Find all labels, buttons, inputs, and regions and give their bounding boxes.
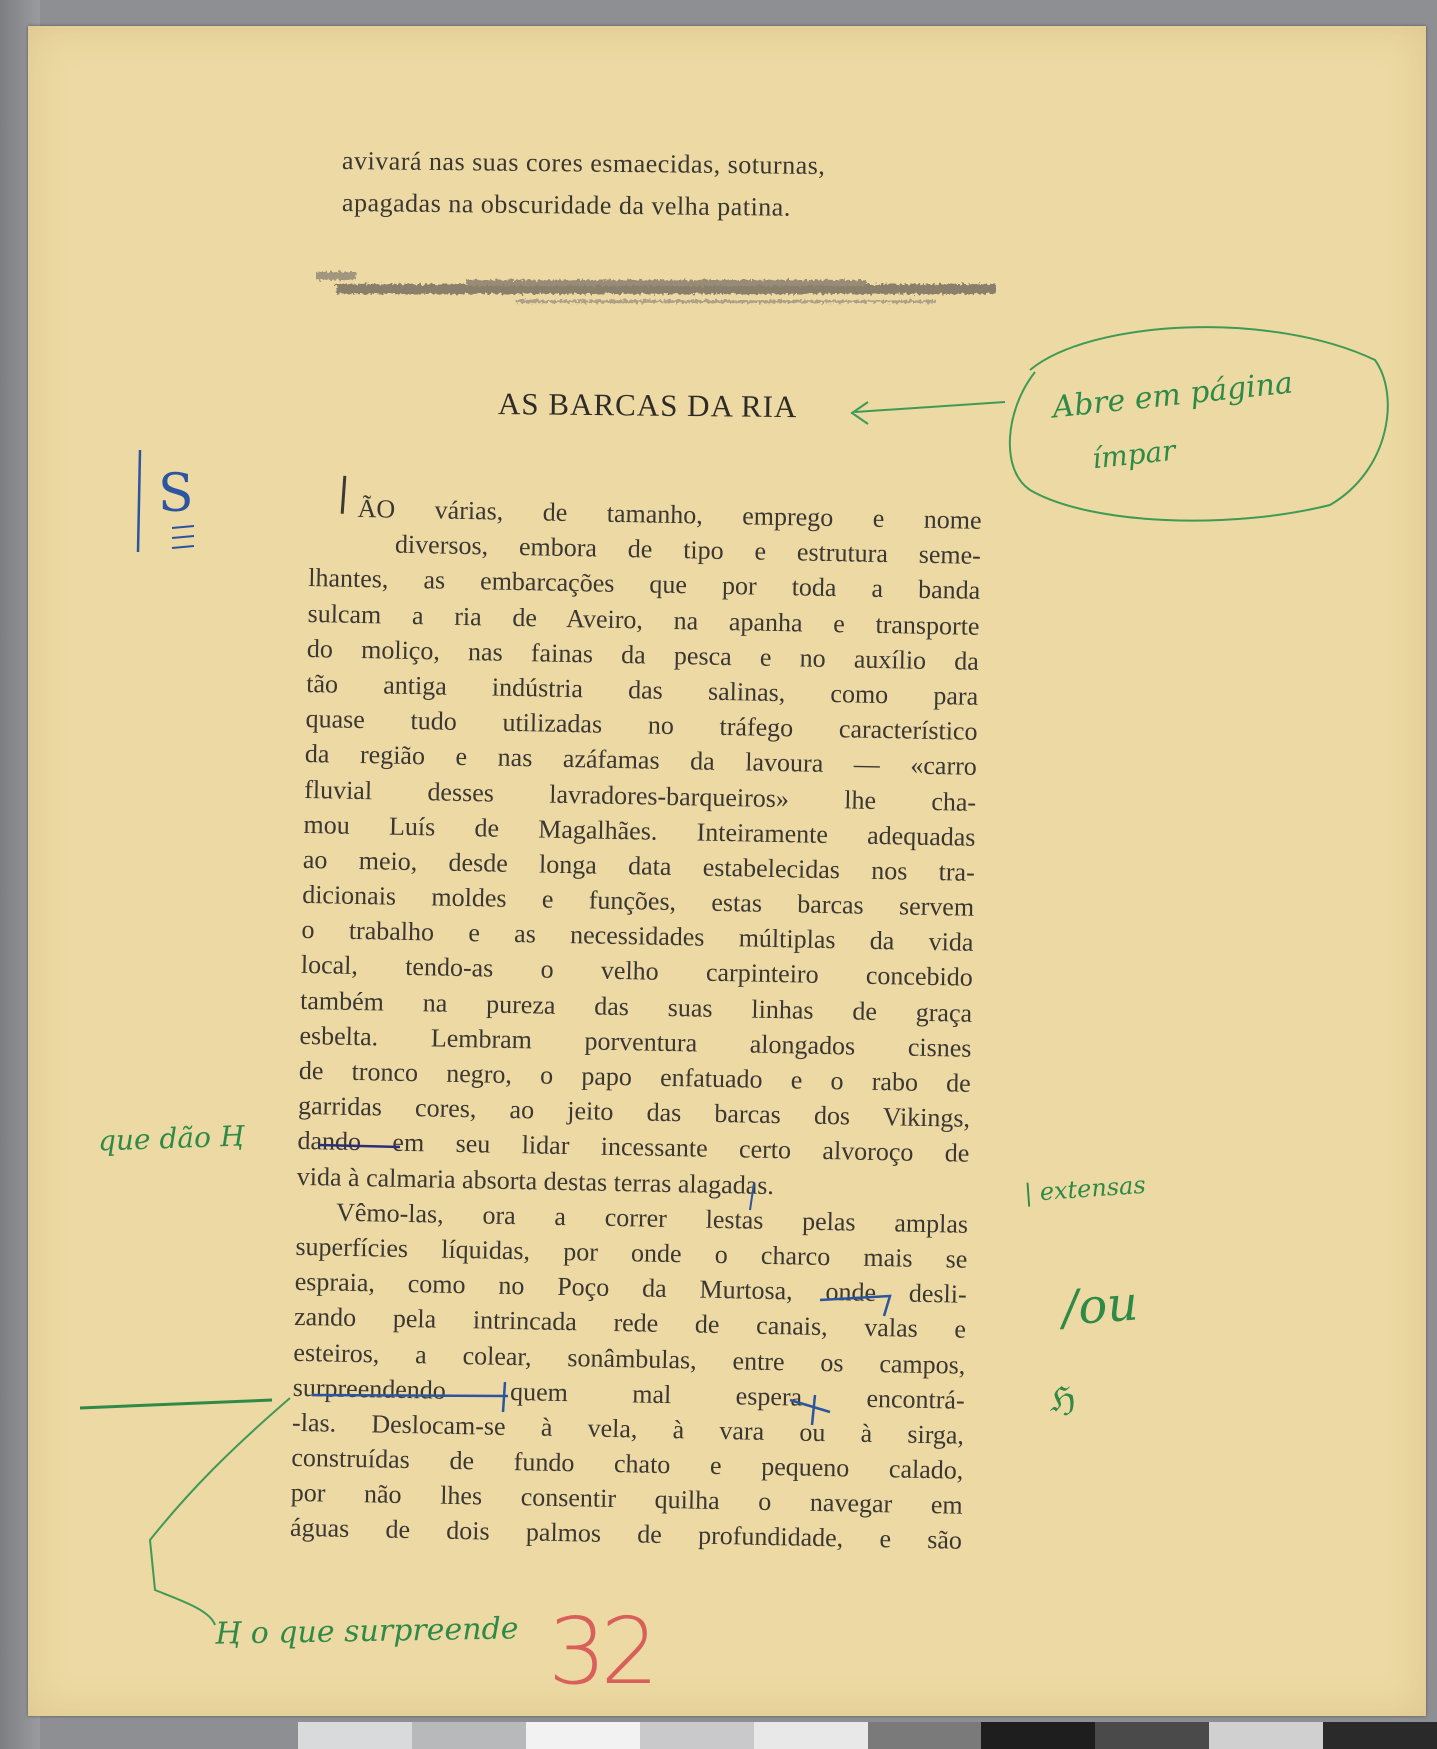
text-line: zando pela intrincada rede de canais, valas e xyxy=(293,1302,967,1345)
text-line: vida à calmaria absorta destas terras alagadas. xyxy=(296,1161,775,1200)
que-dao-note: que dão Ⱨ xyxy=(97,1119,245,1158)
body-text xyxy=(290,490,982,1558)
text-line: dicionais moldes e funções, estas barcas servem xyxy=(301,879,975,922)
text-line: construídas de fundo chato e pequeno calado, xyxy=(291,1442,964,1485)
h-mark: ℌ xyxy=(1050,1380,1076,1420)
chapter-title: AS BARCAS DA RIA xyxy=(497,386,798,425)
circled-note-line2: ímpar xyxy=(1090,433,1178,476)
text-line: também na pureza das suas linhas de graça xyxy=(299,985,973,1028)
text-line: sulcam a ria de Aveiro, na apanha e transporte xyxy=(307,598,980,641)
text-line: águas de dois palmos de profundidade, e são xyxy=(289,1513,963,1556)
text-line: esbelta. Lembram porventura alongados cisnes xyxy=(299,1020,972,1063)
text-line: superfícies líquidas, por onde o charco mais se xyxy=(295,1231,968,1274)
text-line: ÃO várias, de tamanho, emprego e nome xyxy=(357,493,982,535)
extensas-note: | extensas xyxy=(1023,1170,1147,1208)
left-margin-s: S xyxy=(158,464,194,524)
text-line: de tronco negro, o papo enfatuado e o rabo de xyxy=(298,1055,972,1098)
text-line: o trabalho e as necessidades múltiplas da vida xyxy=(301,915,974,958)
text-line: garridas cores, ao jeito das barcas dos Vikings, xyxy=(297,1091,971,1133)
bottom-note: Ⱨ o que surpreende xyxy=(214,1611,519,1652)
circled-note-line1: Abre em página xyxy=(1050,365,1295,426)
text-line: fluvial desses lavradores-barqueiros» lhe cha- xyxy=(303,774,977,817)
text-line: dando em seu lidar incessante certo alvoroço de xyxy=(297,1126,970,1169)
text-line: espraia, como no Poço da Murtosa, onde desli- xyxy=(294,1266,967,1309)
text-line: -las. Deslocam-se à vela, à vara ou à sirga, xyxy=(291,1407,965,1450)
text-line: da região e nas azáfamas da lavoura — «carro xyxy=(304,739,978,782)
text-line: diversos, embora de tipo e estrutura seme- xyxy=(394,529,982,571)
text-line: do moliço, nas fainas da pesca e no auxílio da xyxy=(306,633,980,676)
text-line: surpreendendo quem mal espera encontrá- xyxy=(292,1372,965,1415)
color-scale-bar xyxy=(298,1722,1437,1749)
text-line: tão antiga indústria das salinas, como para xyxy=(306,668,979,711)
page-number: 32 xyxy=(548,1598,654,1705)
text-line: esteiros, a colear, sonâmbulas, entre os campos, xyxy=(293,1337,966,1380)
text-line: Vêmo-las, ora a correr lestas pelas amplas xyxy=(335,1197,969,1239)
text-line: ao meio, desde longa data estabelecidas nos tra- xyxy=(302,844,976,887)
text-line: mou Luís de Magalhães. Inteiramente adequadas xyxy=(303,809,976,852)
top-line-1: avivará nas suas cores esmaecidas, soturnas, xyxy=(341,146,826,181)
ornament-divider xyxy=(316,264,996,314)
top-line-2: apagadas na obscuridade da velha patina. xyxy=(341,188,791,222)
text-line: por não lhes consentir quilha o navegar em xyxy=(290,1478,963,1520)
text-line: quase tudo utilizadas no tráfego característico xyxy=(305,704,978,746)
text-line: local, tendo-as o velho carpinteiro concebido xyxy=(300,950,974,993)
top-paragraph xyxy=(342,140,825,224)
ou-note: /ou xyxy=(1060,1275,1140,1337)
text-line: lhantes, as embarcações que por toda a banda xyxy=(308,563,981,606)
